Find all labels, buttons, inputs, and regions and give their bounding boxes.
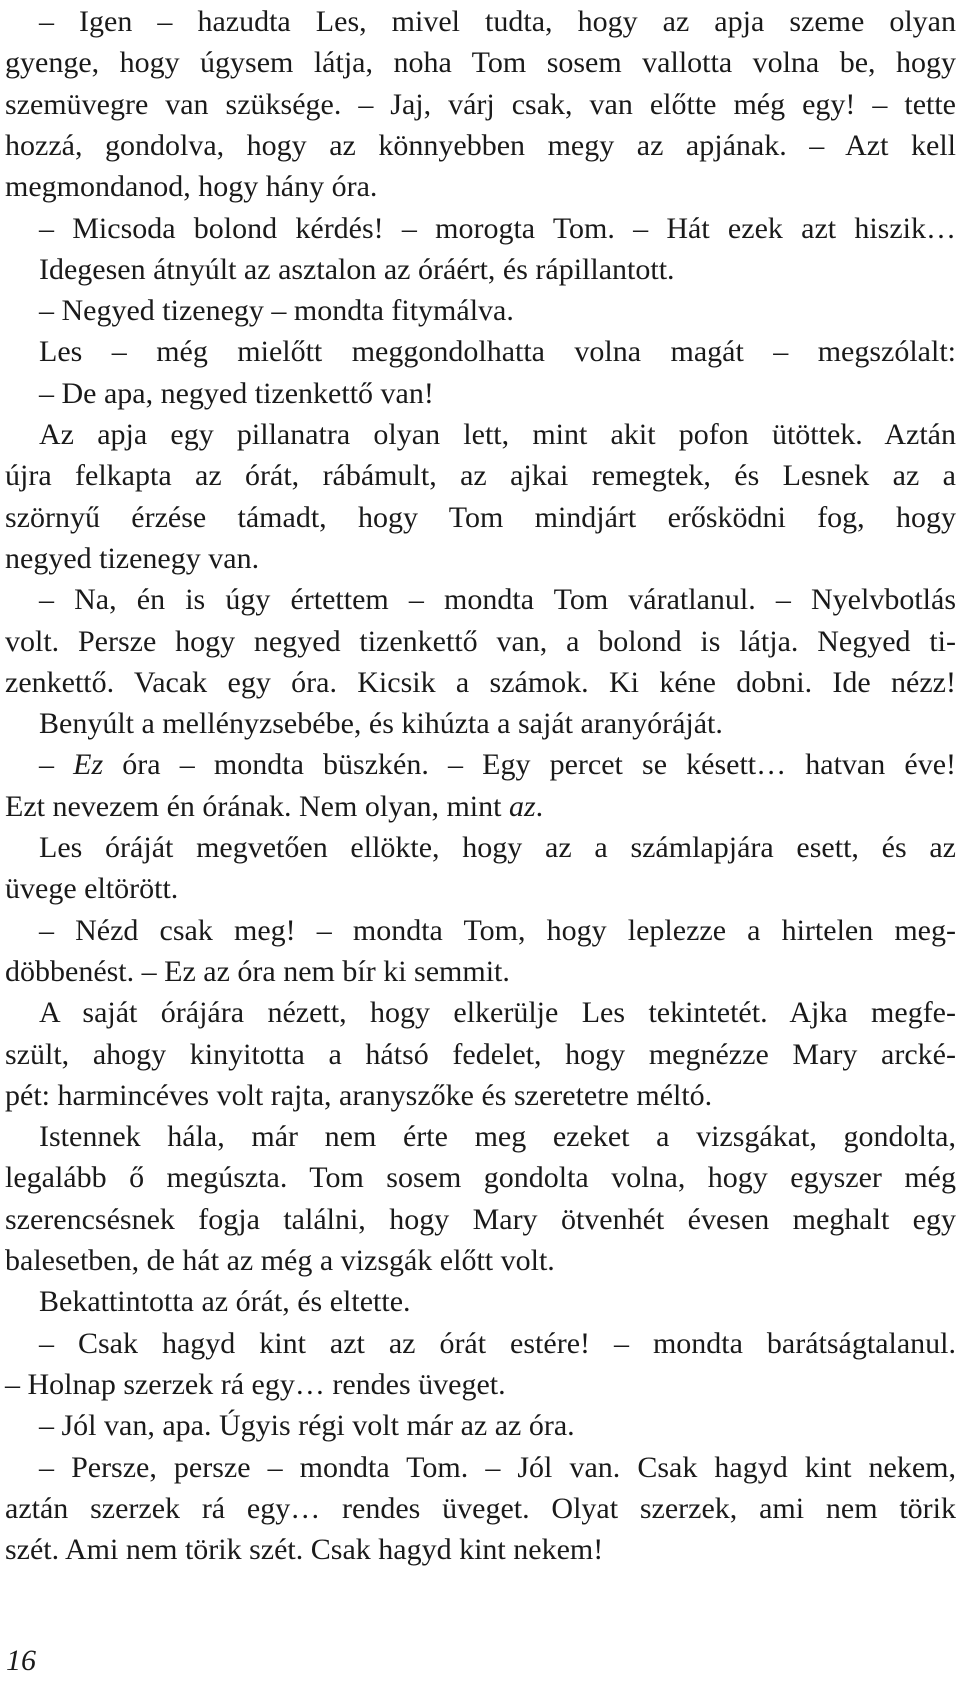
text-line: döbbenést. – Ez az óra nem bír ki semmit.: [5, 954, 510, 988]
text-line: zenkettő. Vacak egy óra. Kicsik a számok. Ki kéne dobni. Ide nézz!: [5, 665, 956, 699]
italic-emphasis: Ez: [73, 748, 104, 782]
text-line: – Holnap szerzek rá egy… rendes üveget.: [5, 1367, 506, 1401]
text-line: Istennek hála, már nem érte meg ezeket a vizsgákat, gondolta,: [39, 1120, 956, 1154]
text-line: szemüvegre van szüksége. – Jaj, várj csak, van előtte még egy! – tette: [5, 87, 956, 121]
text-line: Az apja egy pillanatra olyan lett, mint akit pofon ütöttek. Aztán: [39, 418, 956, 451]
text-line: – Csak hagyd kint azt az órát estére! – mondta barátságtalanul.: [39, 1326, 956, 1360]
text-line: – Jól van, apa. Úgyis régi volt már az az óra.: [39, 1409, 575, 1443]
text-line: szerencsésnek fogja találni, hogy Mary ötvenhét évesen meghalt egy: [5, 1202, 956, 1236]
text-line: szörnyű érzése támadt, hogy Tom mindjárt erősködni fog, hogy: [5, 500, 956, 534]
text-line: szült, ahogy kinyitotta a hátsó fedelet, hogy megnézze Mary arcké-: [5, 1037, 956, 1071]
text-line: hozzá, gondolva, hogy az könnyebben megy az apjának. – Azt kell: [5, 128, 956, 162]
text-line: – Micsoda bolond kérdés! – morogta Tom. – Hát ezek azt hiszik…: [39, 211, 956, 245]
text-line: – Igen – hazudta Les, mivel tudta, hogy az apja szeme olyan: [39, 5, 956, 38]
text-segment: .: [535, 789, 544, 823]
text-line: Benyúlt a mellényzsebébe, és kihúzta a saját aranyóráját.: [39, 707, 723, 741]
text-line: Les – még mielőtt meggondolhatta volna magát – megszólalt:: [39, 335, 956, 369]
text-line: [5, 744, 956, 786]
italic-emphasis: az: [508, 789, 536, 823]
text-line: üvege eltörött.: [5, 872, 179, 906]
text-line: [5, 786, 543, 828]
text-line: negyed tizenegy van.: [5, 541, 260, 575]
text-line: pét: harmincéves volt rajta, aranyszőke és szeretetre méltó.: [5, 1078, 713, 1112]
text-line: Idegesen átnyúlt az asztalon az óráért, és rápillantott.: [39, 252, 675, 286]
text-line: – Na, én is úgy értettem – mondta Tom váratlanul. – Nyelvbotlás: [39, 583, 956, 617]
text-line: – Negyed tizenegy – mondta fitymálva.: [39, 294, 514, 328]
text-line: Les óráját megvetően ellökte, hogy az a számlapjára esett, és az: [39, 831, 956, 864]
text-line: újra felkapta az órát, rábámult, az ajkai remegtek, és Lesnek az a: [5, 459, 956, 493]
text-line: balesetben, de hát az még a vizsgák előtt volt.: [5, 1244, 555, 1277]
text-line: – Nézd csak meg! – mondta Tom, hogy leplezze a hirtelen meg-: [39, 913, 956, 947]
text-line: gyenge, hogy úgysem látja, noha Tom sosem vallotta volna be, hogy: [5, 46, 956, 80]
text-line: aztán szerzek rá egy… rendes üveget. Olyat szerzek, ami nem törik: [5, 1491, 956, 1525]
text-line: – De apa, negyed tizenkettő van!: [39, 376, 434, 410]
text-line: A saját órájára nézett, hogy elkerülje Les tekintetét. Ajka megfe-: [39, 996, 956, 1030]
text-line: volt. Persze hogy negyed tizenkettő van, a bolond is látja. Negyed ti-: [5, 624, 956, 658]
text-line: legalább ő megúszta. Tom sosem gondolta volna, hogy egyszer még: [5, 1161, 956, 1195]
text-segment: Ezt nevezem én órának. Nem olyan, mint: [5, 789, 509, 823]
text-line: Bekattintotta az órát, és eltette.: [39, 1285, 411, 1319]
text-segment: óra – mondta büszkén. – Egy percet se késett… hatvan éve!: [103, 748, 957, 782]
text-line: – Persze, persze – mondta Tom. – Jól van. Csak hagyd kint nekem,: [39, 1450, 956, 1484]
text-line: megmondanod, hogy hány óra.: [5, 170, 378, 204]
page-number: 16: [6, 1644, 36, 1677]
text-line: szét. Ami nem törik szét. Csak hagyd kint nekem!: [5, 1533, 604, 1567]
text-segment: –: [39, 748, 74, 782]
